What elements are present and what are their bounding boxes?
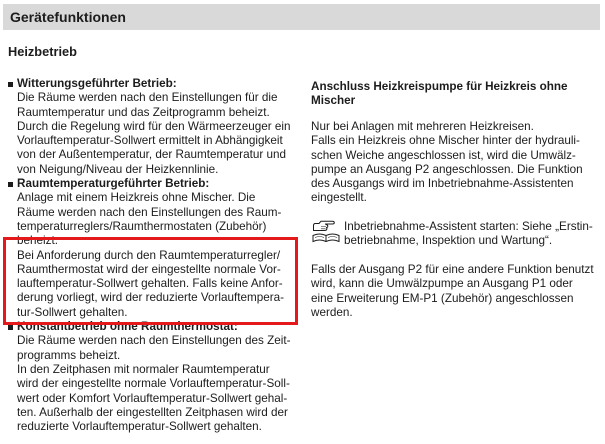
text-line: werden.: [311, 305, 353, 319]
text-line: Räume werden nach den Einstellungen des Raum-: [17, 205, 282, 219]
text-line: eingestellt.: [311, 191, 367, 205]
text-line: temperaturreglers/Raumthermostaten (Zubehör): [17, 219, 267, 233]
pump-connection-heading: [311, 80, 568, 109]
text-line: wert oder Komfort Vorlauftemperatur-Sollwert gehal-: [17, 391, 288, 405]
bullet-square-icon: [8, 325, 13, 330]
highlighted-text-line: Bei Anforderung durch den Raumtemperaturregler/: [17, 248, 281, 262]
reference-note: [344, 220, 593, 249]
text-line: Anlage mit einem Heizkreis ohne Mischer. Die: [17, 191, 256, 205]
text-line: Falls der Ausgang P2 für eine andere Funktion benutzt: [311, 263, 594, 276]
text-line: Raumtemperatur und das Zeitprogramm beheizt.: [17, 105, 270, 119]
bullet-square-icon: [8, 82, 13, 87]
text-line: beheizt.: [17, 234, 58, 248]
alternative-output-paragraph: [311, 263, 594, 320]
text-line: von der Außentemperatur, der Raumtemperatur und: [17, 148, 286, 162]
bullet-heading: [17, 77, 300, 91]
text-line: Vorlauftemperatur-Sollwert ermittelt in Abhängigkeit: [17, 134, 283, 148]
bullet-heading: [17, 177, 300, 191]
text-line: Nur bei Anlagen mit mehreren Heizkreisen.: [311, 120, 534, 133]
text-line: Durch die Regelung wird für den Wärmeerzeuger ein: [17, 119, 291, 133]
bullet-square-icon: [8, 182, 13, 187]
bullet-heading-text: Raumtemperaturgeführter Betrieb:: [17, 177, 210, 191]
text-line: Inbetriebnahme-Assistent starten: Siehe „Erstin-: [344, 220, 593, 233]
highlighted-text-line: tur-Sollwert gehalten.: [17, 305, 128, 319]
section-title: Heizbetrieb: [8, 44, 77, 59]
text-line: betriebnahme, Inspektion und Wartung“.: [344, 234, 553, 248]
text-line: reduzierte Vorlauftemperatur-Sollwert gehalten.: [17, 420, 262, 434]
bullet-item-weather-compensated: [17, 77, 300, 177]
text-line: Die Räume werden nach den Einstellungen des Zeit-: [17, 334, 291, 348]
pump-connection-paragraph: [311, 120, 583, 206]
highlighted-text-line: Raumthermostat wird der eingestellte normale Vor-: [17, 262, 281, 276]
text-line: pumpe an Ausgang P2 angeschlossen. Die Funktion: [311, 162, 583, 176]
text-line: eine Erweiterung EM-P1 (Zubehör) angeschlossen: [311, 291, 574, 305]
highlighted-text-line: lauftemperatur-Sollwert gehalten. Falls keine Anfor-: [17, 277, 283, 291]
text-line: von Neigung/Niveau der Heizkennlinie.: [17, 162, 219, 176]
text-line: In den Zeitphasen mit normaler Raumtemperatur: [17, 362, 270, 376]
book-reference-icon: [310, 216, 342, 246]
highlighted-text-line: derung vorliegt, wird der reduzierte Vorlauftempera-: [17, 291, 284, 305]
text-line: programms beheizt.: [17, 348, 121, 362]
text-line: wird, kann die Umwälzpumpe an Ausgang P1 oder: [311, 277, 573, 291]
text-line: ten. Außerhalb der eingestellten Zeitphasen wird der: [17, 405, 288, 419]
heading-line: Mischer: [311, 94, 356, 108]
bullet-item-constant-operation: [17, 320, 300, 434]
text-line: Die Räume werden nach den Einstellungen für die: [17, 91, 278, 105]
chapter-header-bar: [3, 4, 600, 30]
chapter-title: Gerätefunktionen: [10, 9, 126, 25]
text-line: des Ausgangs wird im Inbetriebnahme-Assistenten: [311, 177, 574, 191]
text-line: wird der eingestellte normale Vorlauftemperatur-Soll-: [17, 377, 290, 391]
heading-line: Anschluss Heizkreispumpe für Heizkreis ohne: [311, 80, 568, 93]
bullet-heading-text: Witterungsgeführter Betrieb:: [17, 77, 177, 90]
red-highlight-box: [3, 237, 298, 325]
text-line: schen Weiche angeschlossen ist, wird die Umwälz-: [311, 148, 576, 162]
text-line: Falls ein Heizkreis ohne Mischer hinter der hydrauli-: [311, 134, 580, 148]
bullet-heading-text: Konstantbetrieb ohne Raumthermostat:: [17, 320, 238, 334]
